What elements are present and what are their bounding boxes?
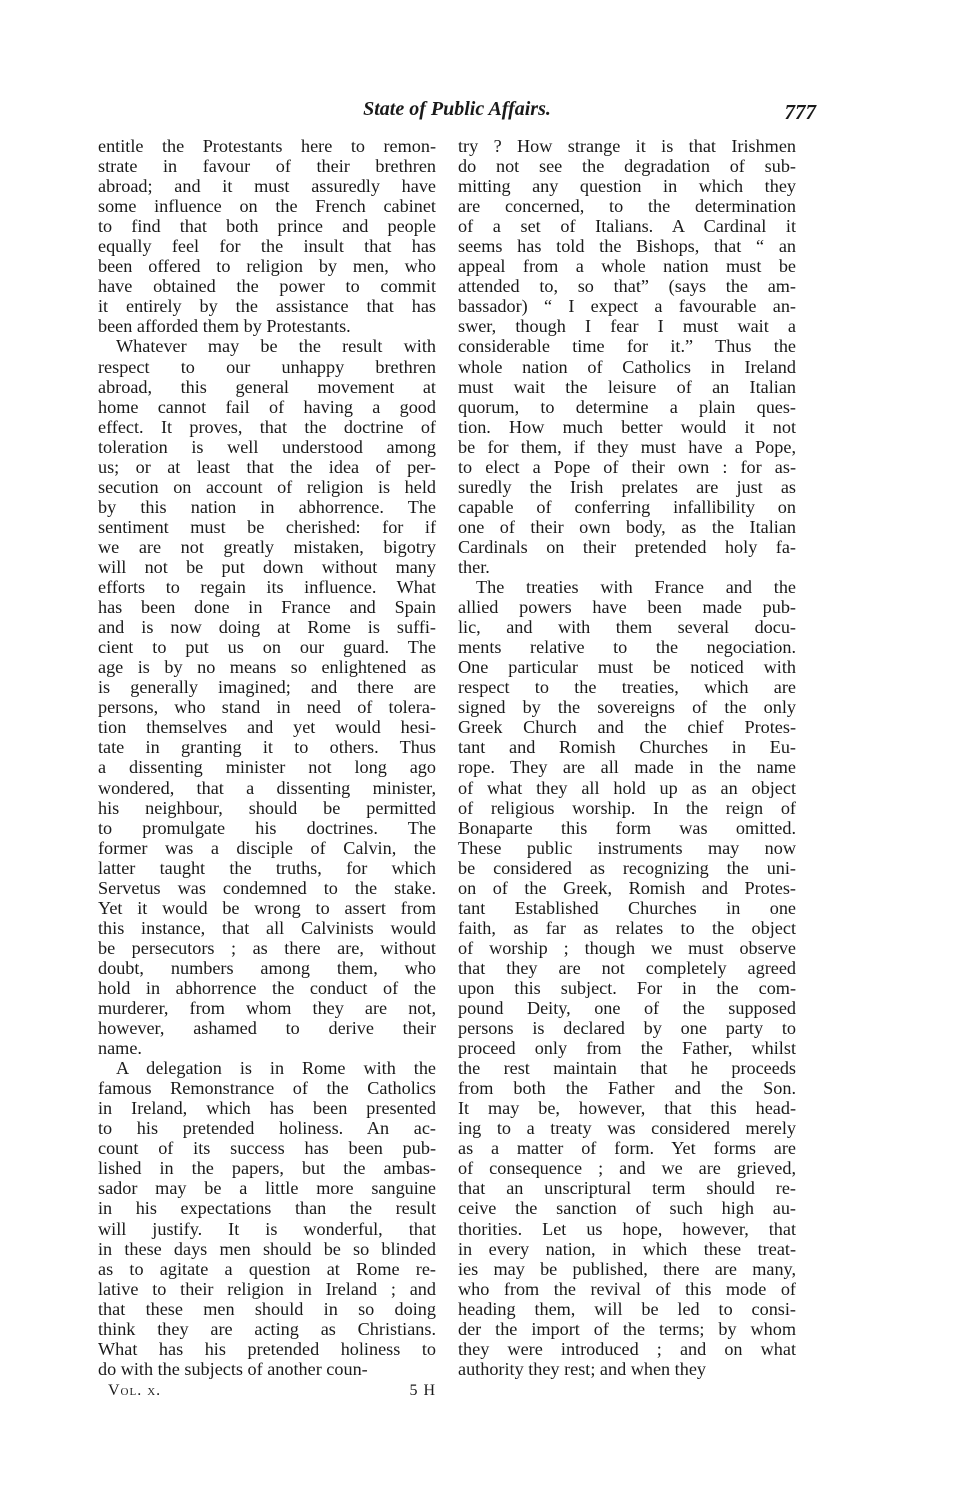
left-column-line: this instance, that all Calvinists would (98, 917, 436, 938)
right-column-line: thorities. Let us hope, however, that (458, 1218, 796, 1239)
left-column-line: to his pretended holiness. An ac- (98, 1118, 436, 1139)
right-column-line: mitting any question in which they (458, 176, 796, 197)
left-column-line: abroad; and it must assuredly have (98, 176, 436, 197)
right-column-line: as a matter of form. Yet forms are (458, 1138, 796, 1159)
right-column-line: capable of conferring infallibility on (458, 496, 796, 517)
right-column-line: swer, though I fear I must wait a (458, 316, 796, 337)
right-column-line: Greek Church and the chief Protes- (458, 717, 796, 738)
left-column-line: in these days men should be so blinded (98, 1238, 436, 1259)
right-column-line: ceive the sanction of such high au- (458, 1198, 796, 1219)
left-column-line: be persecutors ; as there are, without (98, 937, 436, 958)
left-column-line: and is now doing at Rome is suffi- (98, 617, 436, 638)
left-column-line: sentiment must be cherished: for if (98, 516, 436, 537)
left-column-line: effect. It proves, that the doctrine of (98, 416, 436, 437)
left-column-line: will justify. It is wonderful, that (98, 1218, 436, 1239)
left-column-line: hold in abhorrence the conduct of the (98, 977, 436, 998)
left-column-line: do with the subjects of another coun- (98, 1358, 368, 1379)
left-column-line: doubt, numbers among them, who (98, 957, 436, 978)
right-column-line: that an unscriptural term should re- (458, 1178, 796, 1199)
page-number: 777 (784, 100, 816, 124)
right-column-line: Cardinals on their pretended holy fa- (458, 536, 796, 557)
right-column-line: one of their own body, as the Italian (458, 516, 796, 537)
right-column-line: persons is declared by one party to (458, 1018, 796, 1039)
right-column-line: do not see the degradation of sub- (458, 156, 796, 177)
right-column-line: bassador) “ I expect a favourable an- (458, 296, 796, 317)
volume-mark: Vol. x. (108, 1382, 162, 1399)
right-column-line: signed by the sovereigns of the only (458, 697, 796, 718)
left-column-line: lished in the papers, but the ambas- (98, 1158, 436, 1179)
left-column-line: is generally imagined; and there are (98, 677, 436, 698)
left-column-line: entitle the Protestants here to remon- (98, 136, 436, 156)
right-column-line: considerable time for it.” Thus the (458, 336, 796, 357)
left-column-line: persons, who stand in need of tolera- (98, 697, 436, 718)
left-column-line: home cannot fail of having a good (98, 396, 436, 417)
left-column-line: that these men should in so doing (98, 1298, 436, 1319)
right-column-line: of what they all hold up as an object (458, 777, 796, 798)
right-column-line: tant and Romish Churches in Eu- (458, 737, 796, 758)
left-column-line: A delegation is in Rome with the (116, 1058, 436, 1079)
left-column-line: by this nation in abhorrence. The (98, 496, 436, 517)
right-column (458, 136, 796, 1379)
left-column-line: been afforded them by Protestants. (98, 316, 351, 337)
right-column-line: must wait the leisure of an Italian (458, 376, 796, 397)
right-column-line: respect to the treaties, which are (458, 677, 796, 698)
left-column-line: latter taught the truths, for which (98, 857, 436, 878)
left-column-line: equally feel for the insult that has (98, 236, 436, 257)
left-column-line: as to agitate a question at Rome re- (98, 1258, 436, 1279)
left-column-line: we are not greatly mistaken, bigotry (98, 536, 436, 557)
running-head (98, 98, 816, 128)
right-column-line: allied powers have been made pub- (458, 597, 796, 618)
right-column-line: the rest maintain that he proceeds (458, 1058, 796, 1079)
left-column-line: it entirely by the assistance that has (98, 296, 436, 317)
right-column-line: who from the revival of this mode of (458, 1278, 796, 1299)
right-column-line: from both the Father and the Son. (458, 1078, 796, 1099)
right-column-line: faith, as far as relates to the object (458, 917, 796, 938)
left-column-line: Whatever may be the result with (116, 336, 436, 357)
left-column-line: cient to put us on our guard. The (98, 637, 436, 658)
left-column-line: some influence on the French cabinet (98, 196, 436, 217)
left-column-line: efforts to regain its influence. What (98, 577, 436, 598)
left-column-line: lative to their religion in Ireland ; and (98, 1278, 436, 1299)
right-column-line: appeal from a whole nation must be (458, 256, 796, 277)
right-column-line: tant Established Churches in one (458, 897, 796, 918)
right-column-line: to elect a Pope of their own : for as- (458, 456, 796, 477)
left-column-line: has been done in France and Spain (98, 597, 436, 618)
right-column-line: ing to a treaty was considered merely (458, 1118, 796, 1139)
right-column-line: seems has told the Bishops, that “ an (458, 236, 796, 257)
right-column-line: of a set of Italians. A Cardinal it (458, 216, 796, 237)
left-column-line: have obtained the power to commit (98, 276, 436, 297)
left-column-line: murderer, from whom they are not, (98, 998, 436, 1019)
left-column-line: What has his pretended holiness to (98, 1338, 436, 1359)
left-column-line: will not be put down without many (98, 556, 436, 577)
right-column-line: they were introduced ; and on what (458, 1338, 796, 1359)
left-column-line: name. (98, 1038, 142, 1059)
left-column-line: to promulgate his doctrines. The (98, 817, 436, 838)
right-column-line: ies may be published, there are many, (458, 1258, 796, 1279)
left-column-line: us; or at least that the idea of per- (98, 456, 436, 477)
right-column-line: ments relative to the negociation. (458, 637, 796, 658)
left-column-line: Yet it would be wrong to assert from (98, 897, 436, 918)
right-column-line: quorum, to determine a plain ques- (458, 396, 796, 417)
right-column-line: be for them, if they must have a Pope, (458, 436, 796, 457)
right-column-line: that they are not completely agreed (458, 957, 796, 978)
right-column-line: try ? How strange it is that Irishmen (458, 136, 796, 156)
left-column-line: been offered to religion by men, who (98, 256, 436, 277)
right-column-line: suredly the Irish prelates are just as (458, 476, 796, 497)
right-column-line: attended to, so that” (says the am- (458, 276, 796, 297)
left-column-line: respect to our unhappy brethren (98, 356, 436, 377)
right-column-line: authority they rest; and when they (458, 1358, 706, 1379)
left-column-line: to find that both prince and people (98, 216, 436, 237)
left-column-line: age is by no means so enlightened as (98, 657, 436, 678)
left-column-line: former was a disciple of Calvin, the (98, 837, 436, 858)
right-column-line: ther. (458, 556, 490, 577)
left-column-line: tion themselves and yet would hesi- (98, 717, 436, 738)
left-column-line: famous Remonstrance of the Catholics (98, 1078, 436, 1099)
right-column-line: be considered as recognizing the uni- (458, 857, 796, 878)
right-column-line: tion. How much better would it not (458, 416, 796, 437)
left-column (98, 136, 436, 1379)
right-column-line: One particular must be noticed with (458, 657, 796, 678)
left-column-line: tate in granting it to others. Thus (98, 737, 436, 758)
right-column-line: pound Deity, one of the supposed (458, 998, 796, 1019)
left-column-line: count of its success has been pub- (98, 1138, 436, 1159)
left-column-line: wondered, that a dissenting minister, (98, 777, 436, 798)
left-column-line: however, ashamed to derive their (98, 1018, 436, 1039)
right-column-line: proceed only from the Father, whilst (458, 1038, 796, 1059)
right-column-line: lic, and with them several docu- (458, 617, 796, 638)
right-column-line: These public instruments may now (458, 837, 796, 858)
right-column-line: heading them, will be led to consi- (458, 1298, 796, 1319)
right-column-line: rope. They are all made in the name (458, 757, 796, 778)
signature-mark: 5 H (409, 1382, 436, 1399)
right-column-line: are concerned, to the determination (458, 196, 796, 217)
left-column-line: his neighbour, should be permitted (98, 797, 436, 818)
right-column-line: in every nation, in which these treat- (458, 1238, 796, 1259)
right-column-line: It may be, however, that this head- (458, 1098, 796, 1119)
left-column-line: toleration is well understood among (98, 436, 436, 457)
left-column-line: strate in favour of their brethren (98, 156, 436, 177)
right-column-line: Bonaparte this form was omitted. (458, 817, 796, 838)
right-column-line: whole nation of Catholics in Ireland (458, 356, 796, 377)
right-column-line: upon this subject. For in the com- (458, 977, 796, 998)
left-column-line: think they are acting as Christians. (98, 1318, 436, 1339)
right-column-line: of worship ; though we must observe (458, 937, 796, 958)
right-column-line: of religious worship. In the reign of (458, 797, 796, 818)
right-column-line: of consequence ; and we are grieved, (458, 1158, 796, 1179)
right-column-line: The treaties with France and the (476, 577, 796, 598)
left-column-line: in his expectations than the result (98, 1198, 436, 1219)
page-footer (108, 1382, 436, 1406)
right-column-line: der the import of the terms; by whom (458, 1318, 796, 1339)
left-column-line: abroad, this general movement at (98, 376, 436, 397)
left-column-line: in Ireland, which has been presented (98, 1098, 436, 1119)
right-column-line: on of the Greek, Romish and Protes- (458, 877, 796, 898)
running-title: State of Public Affairs. (363, 98, 551, 120)
left-column-line: Servetus was condemned to the stake. (98, 877, 436, 898)
left-column-line: a dissenting minister not long ago (98, 757, 436, 778)
left-column-line: secution on account of religion is held (98, 476, 436, 497)
left-column-line: sador may be a little more sanguine (98, 1178, 436, 1199)
